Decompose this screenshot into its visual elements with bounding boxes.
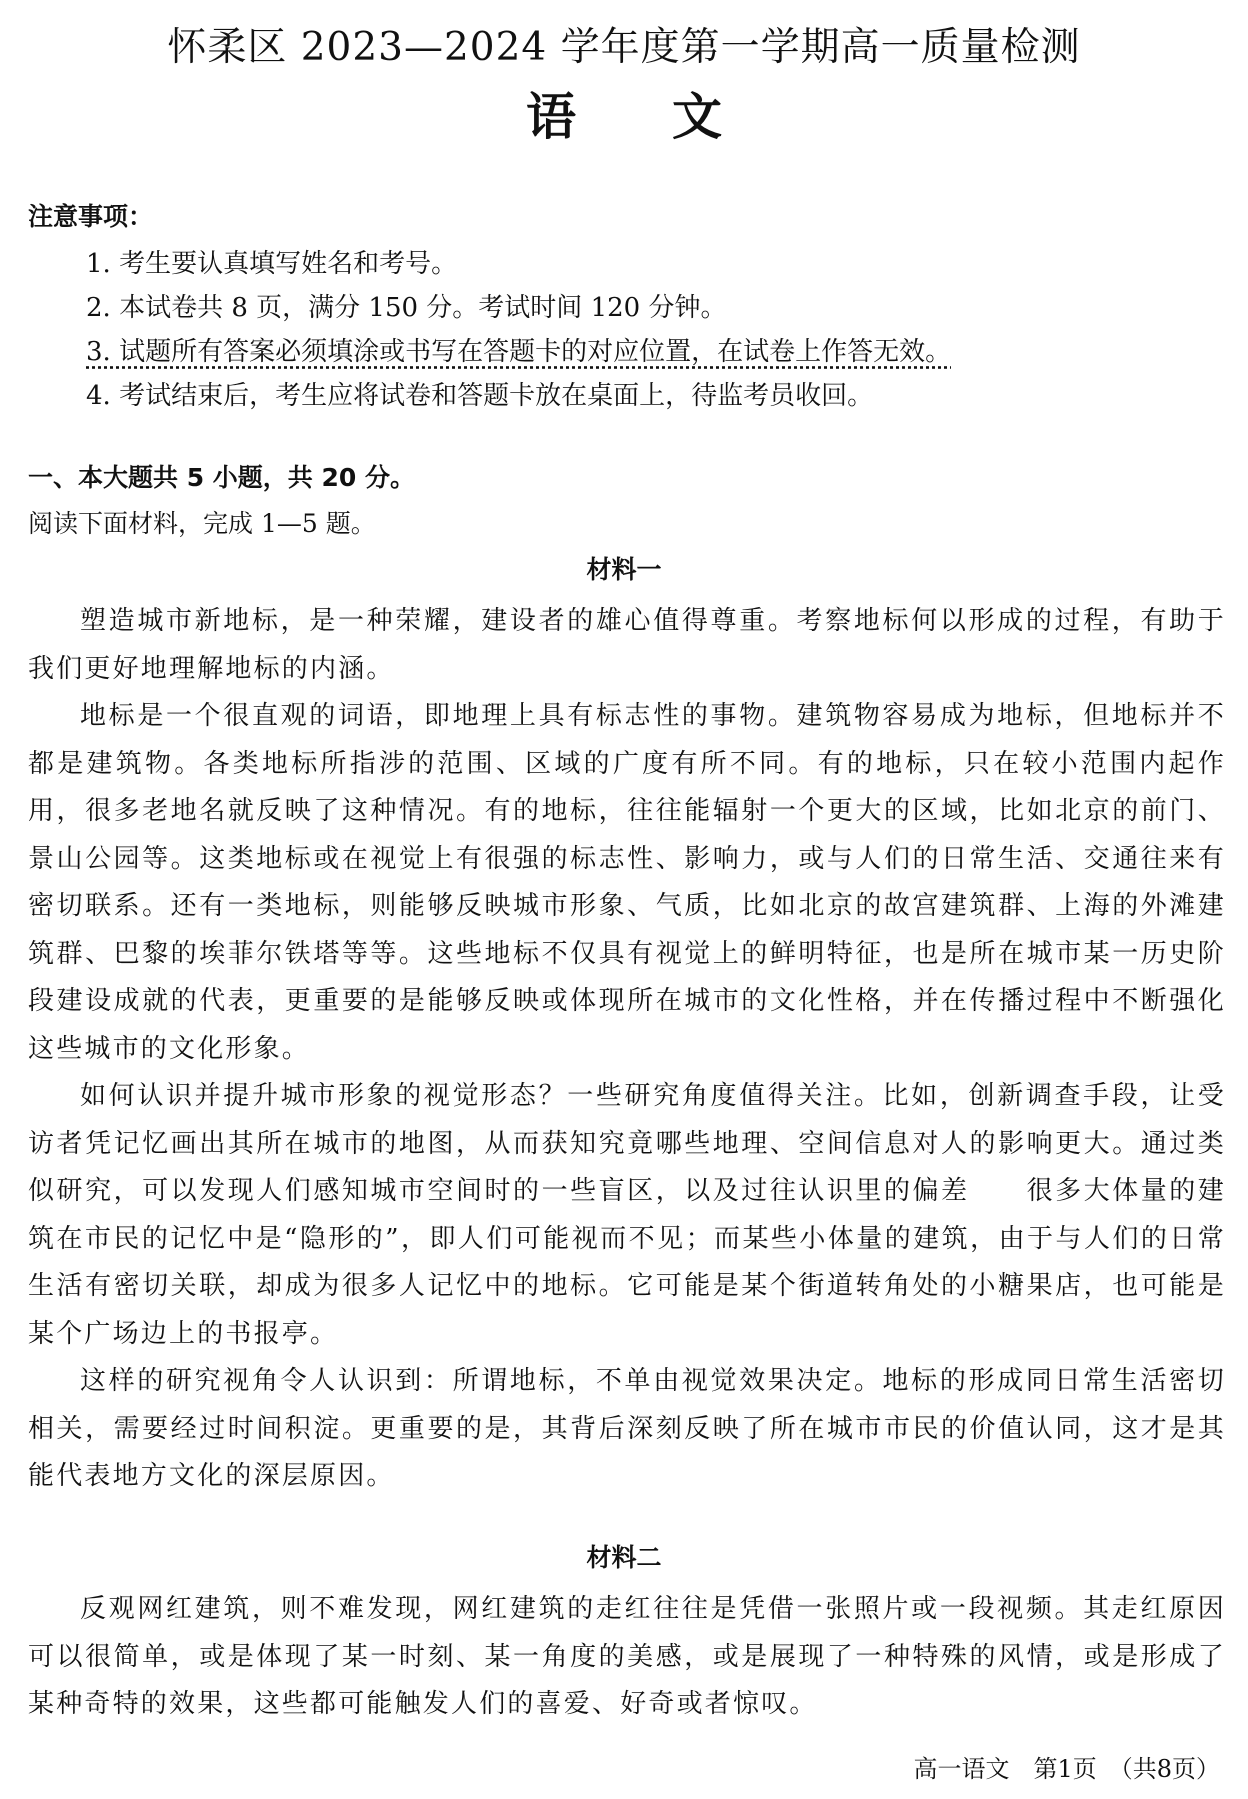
section-title: 一、本大题共 5 小题，共 20 分。 [28, 463, 416, 492]
subject-char-1: 语 [526, 88, 576, 146]
note-item-4: 4. 考试结束后，考生应将试卷和答题卡放在桌面上，待监考员收回。 [86, 381, 874, 411]
material-2-body [28, 1586, 1226, 1729]
material-1-body [28, 598, 1226, 1501]
material-1-title: 材料一 [586, 555, 662, 584]
material-2-paragraph-1: 反观网红建筑，则不难发现，网红建筑的走红往往是凭借一张照片或一段视频。其走红原因可以很简单，或是体现了某一时刻、某一角度的美感，或是展现了一种特殊的风情，或是形成了某种奇特的效果，这些都可能触发人们的喜爱、好奇或者惊叹。 [28, 1594, 1226, 1719]
material-1-paragraph-3: 如何认识并提升城市形象的视觉形态？一些研究角度值得关注。比如，创新调查手段，让受访者凭记忆画出其所在城市的地图，从而获知究竟哪些地理、空间信息对人的影响更大。通过类似研究，可以发现人们感知城市空间时的一些盲区，以及过往认识里的偏差 很多大体量的建筑在市民的记忆中是“隐形的”，即人们可能视而不见；而某些小体量的建筑，由于与人们的日常生活有密切关联，却成为很多人记忆中的地标。它可能是某个街道转角处的小糖果店，也可能是某个广场边上的书报亭。 [28, 1081, 1226, 1349]
section-instruction: 阅读下面材料，完成 1—5 题。 [28, 509, 376, 538]
note-item-3: 3. 试题所有答案必须填涂或书写在答题卡的对应位置，在试卷上作答无效。 [86, 337, 952, 367]
notes-list [86, 242, 951, 418]
page-footer: 高一语文 第1页 （共8页） [913, 1755, 1220, 1783]
note-item-2: 2. 本试卷共 8 页，满分 150 分。考试时间 120 分钟。 [86, 293, 727, 323]
subject-title [0, 84, 1248, 150]
material-1-paragraph-1: 塑造城市新地标，是一种荣耀，建设者的雄心值得尊重。考察地标何以形成的过程，有助于我们更好地理解地标的内涵。 [28, 606, 1226, 684]
exam-title: 怀柔区 2023—2024 学年度第一学期高一质量检测 [167, 25, 1081, 70]
material-1-paragraph-4: 这样的研究视角令人认识到：所谓地标，不单由视觉效果决定。地标的形成同日常生活密切相关，需要经过时间积淀。更重要的是，其背后深刻反映了所在城市市民的价值认同，这才是其能代表地方文化的深层原因。 [28, 1366, 1226, 1491]
subject-char-2: 文 [672, 88, 722, 146]
note-item-1: 1. 考生要认真填写姓名和考号。 [86, 249, 458, 279]
material-2-title: 材料二 [586, 1543, 662, 1572]
notes-heading: 注意事项： [28, 202, 154, 231]
material-1-paragraph-2: 地标是一个很直观的词语，即地理上具有标志性的事物。建筑物容易成为地标，但地标并不都是建筑物。各类地标所指涉的范围、区域的广度有所不同。有的地标，只在较小范围内起作用，很多老地名就反映了这种情况。有的地标，往往能辐射一个更大的区域，比如北京的前门、景山公园等。这类地标或在视觉上有很强的标志性、影响力，或与人们的日常生活、交通往来有密切联系。还有一类地标，则能够反映城市形象、气质，比如北京的故宫建筑群、上海的外滩建筑群、巴黎的埃菲尔铁塔等等。这些地标不仅具有视觉上的鲜明特征，也是所在城市某一历史阶段建设成就的代表，更重要的是能够反映或体现所在城市的文化性格，并在传播过程中不断强化这些城市的文化形象。 [28, 701, 1226, 1064]
